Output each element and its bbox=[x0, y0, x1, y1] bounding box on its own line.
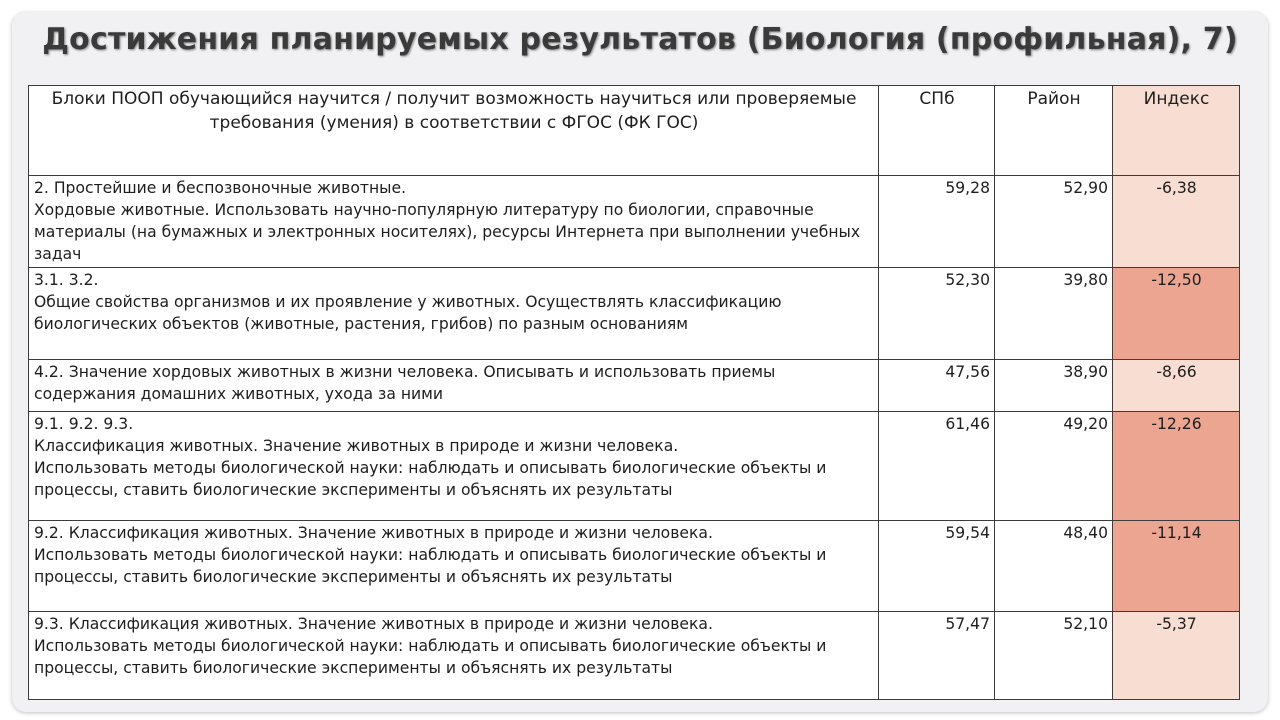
cell-district-value: 39,80 bbox=[995, 268, 1113, 360]
cell-block-description bbox=[29, 412, 879, 521]
table-row bbox=[29, 176, 1240, 268]
table-body bbox=[29, 176, 1240, 700]
block-text-line: Классификация животных. Значение животных в природе и жизни человека. bbox=[34, 437, 679, 455]
column-header-spb: СПб bbox=[879, 86, 995, 176]
cell-spb-value: 47,56 bbox=[879, 360, 995, 412]
column-header-district: Район bbox=[995, 86, 1113, 176]
cell-index-value: -5,37 bbox=[1113, 612, 1240, 700]
cell-district-value: 38,90 bbox=[995, 360, 1113, 412]
cell-index-value: -12,50 bbox=[1113, 268, 1240, 360]
column-header-blocks: Блоки ПООП обучающийся научится / получит возможность научиться или проверяемые требования (умения) в соответствии с ФГОС (ФК ГОС) bbox=[29, 86, 879, 176]
table-header-row bbox=[29, 86, 1240, 176]
cell-index-value: -11,14 bbox=[1113, 521, 1240, 612]
results-table bbox=[28, 85, 1240, 700]
cell-block-description bbox=[29, 521, 879, 612]
table-row bbox=[29, 268, 1240, 360]
block-text-line: Использовать методы биологической науки: наблюдать и описывать биологические объекты и процессы, ставить биологические эксперименты и объяснять их результаты bbox=[34, 459, 827, 499]
cell-index-value: -6,38 bbox=[1113, 176, 1240, 268]
cell-block-description bbox=[29, 612, 879, 700]
block-text-line: 9.1. 9.2. 9.3. bbox=[34, 415, 134, 433]
cell-index-value: -12,26 bbox=[1113, 412, 1240, 521]
cell-spb-value: 52,30 bbox=[879, 268, 995, 360]
block-text-line: 9.2. Классификация животных. Значение животных в природе и жизни человека. bbox=[34, 524, 713, 542]
block-text-line: 2. Простейшие и беспозвоночные животные. bbox=[34, 179, 407, 197]
cell-spb-value: 59,28 bbox=[879, 176, 995, 268]
block-text-line: Общие свойства организмов и их проявление у животных. Осуществлять классификацию биологических объектов (животные, растения, грибов) по разным основаниям bbox=[34, 293, 782, 333]
cell-block-description bbox=[29, 268, 879, 360]
page-title: Достижения планируемых результатов (Биология (профильная), 7) bbox=[42, 22, 1238, 57]
cell-spb-value: 57,47 bbox=[879, 612, 995, 700]
cell-district-value: 52,90 bbox=[995, 176, 1113, 268]
table-row bbox=[29, 360, 1240, 412]
cell-district-value: 48,40 bbox=[995, 521, 1113, 612]
cell-district-value: 52,10 bbox=[995, 612, 1113, 700]
cell-district-value: 49,20 bbox=[995, 412, 1113, 521]
cell-spb-value: 61,46 bbox=[879, 412, 995, 521]
block-text-line: 9.3. Классификация животных. Значение животных в природе и жизни человека. bbox=[34, 615, 713, 633]
block-text-line: Использовать методы биологической науки: наблюдать и описывать биологические объекты и процессы, ставить биологические эксперименты и объяснять их результаты bbox=[34, 637, 827, 677]
block-text-line: 4.2. Значение хордовых животных в жизни человека. Описывать и использовать приемы содержания домашних животных, ухода за ними bbox=[34, 363, 776, 403]
cell-spb-value: 59,54 bbox=[879, 521, 995, 612]
cell-index-value: -8,66 bbox=[1113, 360, 1240, 412]
block-text-line: 3.1. 3.2. bbox=[34, 271, 99, 289]
column-header-index: Индекс bbox=[1113, 86, 1240, 176]
cell-block-description bbox=[29, 176, 879, 268]
block-text-line: Хордовые животные. Использовать научно-популярную литературу по биологии, справочные материалы (на бумажных и электронных носителях), ресурсы Интернета при выполнении учебных задач bbox=[34, 201, 861, 263]
table-row bbox=[29, 612, 1240, 700]
table-row bbox=[29, 521, 1240, 612]
table-row bbox=[29, 412, 1240, 521]
block-text-line: Использовать методы биологической науки: наблюдать и описывать биологические объекты и процессы, ставить биологические эксперименты и объяснять их результаты bbox=[34, 546, 827, 586]
cell-block-description bbox=[29, 360, 879, 412]
